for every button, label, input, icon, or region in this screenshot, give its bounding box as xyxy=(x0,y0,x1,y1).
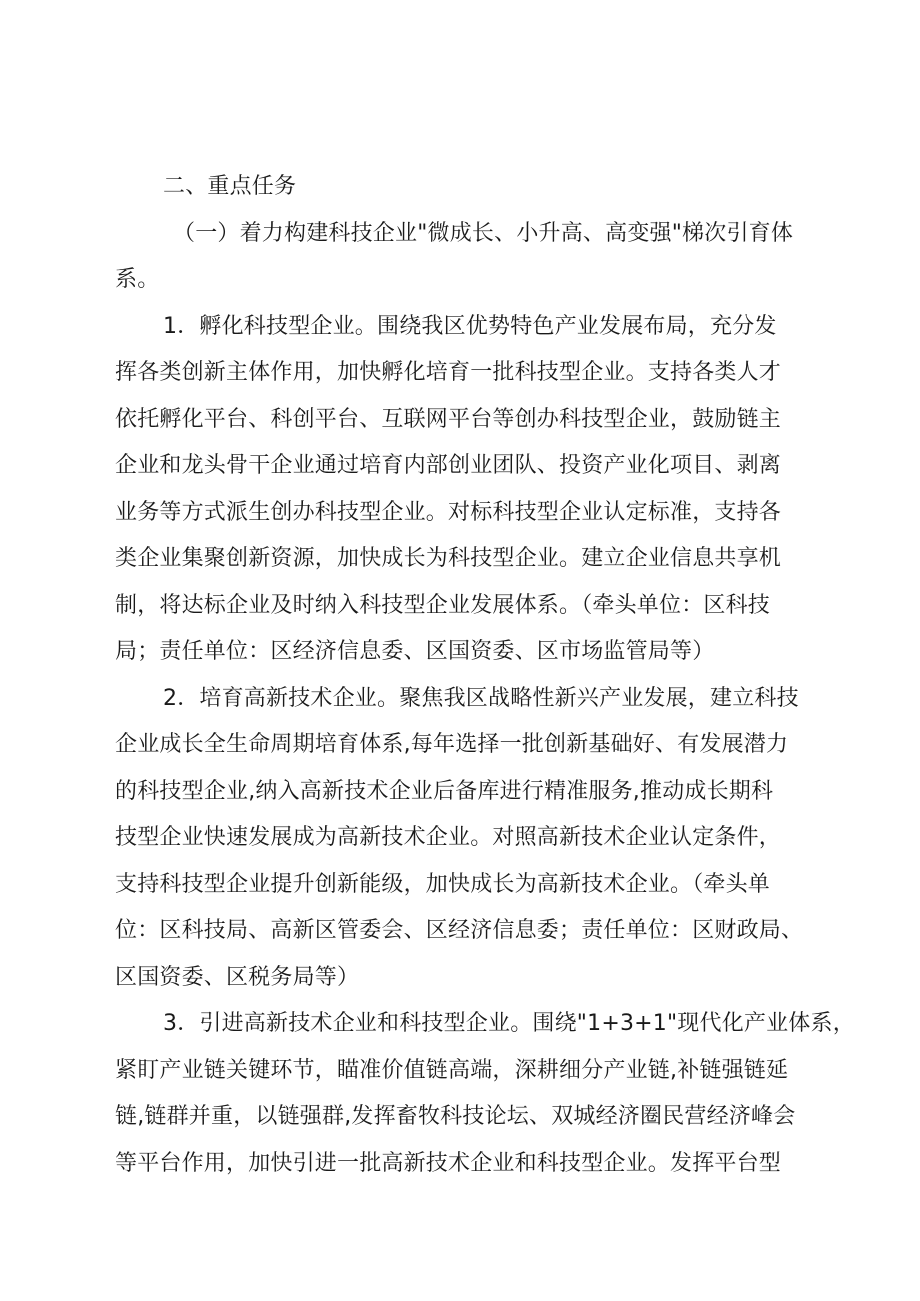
text-line: 技型企业快速发展成为高新技术企业。对照高新技术企业认定条件， xyxy=(115,825,782,850)
section-heading: 二、重点任务 xyxy=(163,174,297,199)
item-2-start: 2．培育高新技术企业。聚焦我区战略性新兴产业发展，建立科技 xyxy=(163,685,799,711)
text-line: 企业和龙头骨干企业通过培育内部创业团队、投资产业化项目、剥离 xyxy=(115,453,782,478)
text-line: 链,链群并重，以链强群,发挥畜牧科技论坛、双城经济圈民营经济峰会 xyxy=(115,1104,796,1129)
document-body xyxy=(115,164,855,1187)
text-line: 系。 xyxy=(115,267,160,292)
text-line: 等平台作用，加快引进一批高新技术企业和科技型企业。发挥平台型 xyxy=(115,1150,782,1176)
subsection-heading: （一）着力构建科技企业"微成长、小升高、高变强"梯次引育体 xyxy=(173,220,794,246)
text-line: 位：区科技局、高新区管委会、区经济信息委；责任单位：区财政局、 xyxy=(115,918,804,943)
item-3-start: 3．引进高新技术企业和科技型企业。围绕"1+3+1"现代化产业体系， xyxy=(163,1011,855,1036)
text-line: 类企业集聚创新资源，加快成长为科技型企业。建立企业信息共享机 xyxy=(115,546,782,571)
text-line: 区国资委、区税务局等） xyxy=(115,964,360,990)
text-line: 挥各类创新主体作用，加快孵化培育一批科技型企业。支持各类人才 xyxy=(115,360,782,385)
text-line: 的科技型企业,纳入高新技术企业后备库进行精准服务,推动成长期科 xyxy=(115,778,774,804)
text-line: 依托孵化平台、科创平台、互联网平台等创办科技型企业，鼓励链主 xyxy=(115,406,782,432)
text-line: 支持科技型企业提升创新能级，加快成长为高新技术企业。（牵头单 xyxy=(115,871,771,897)
text-line: 业务等方式派生创办科技型企业。对标科技型企业认定标准，支持各 xyxy=(115,499,782,525)
text-line: 制，将达标企业及时纳入科技型企业发展体系。（牵头单位：区科技 xyxy=(115,592,771,618)
text-line: 局；责任单位：区经济信息委、区国资委、区市场监管局等） xyxy=(115,639,715,664)
item-1-start: 1．孵化科技型企业。围绕我区优势特色产业发展布局，充分发 xyxy=(163,313,777,339)
text-line: 企业成长全生命周期培育体系,每年选择一批创新基础好、有发展潜力 xyxy=(115,732,789,757)
text-line: 紧盯产业链关键环节，瞄准价值链高端，深耕细分产业链,补链强链延 xyxy=(115,1057,789,1083)
